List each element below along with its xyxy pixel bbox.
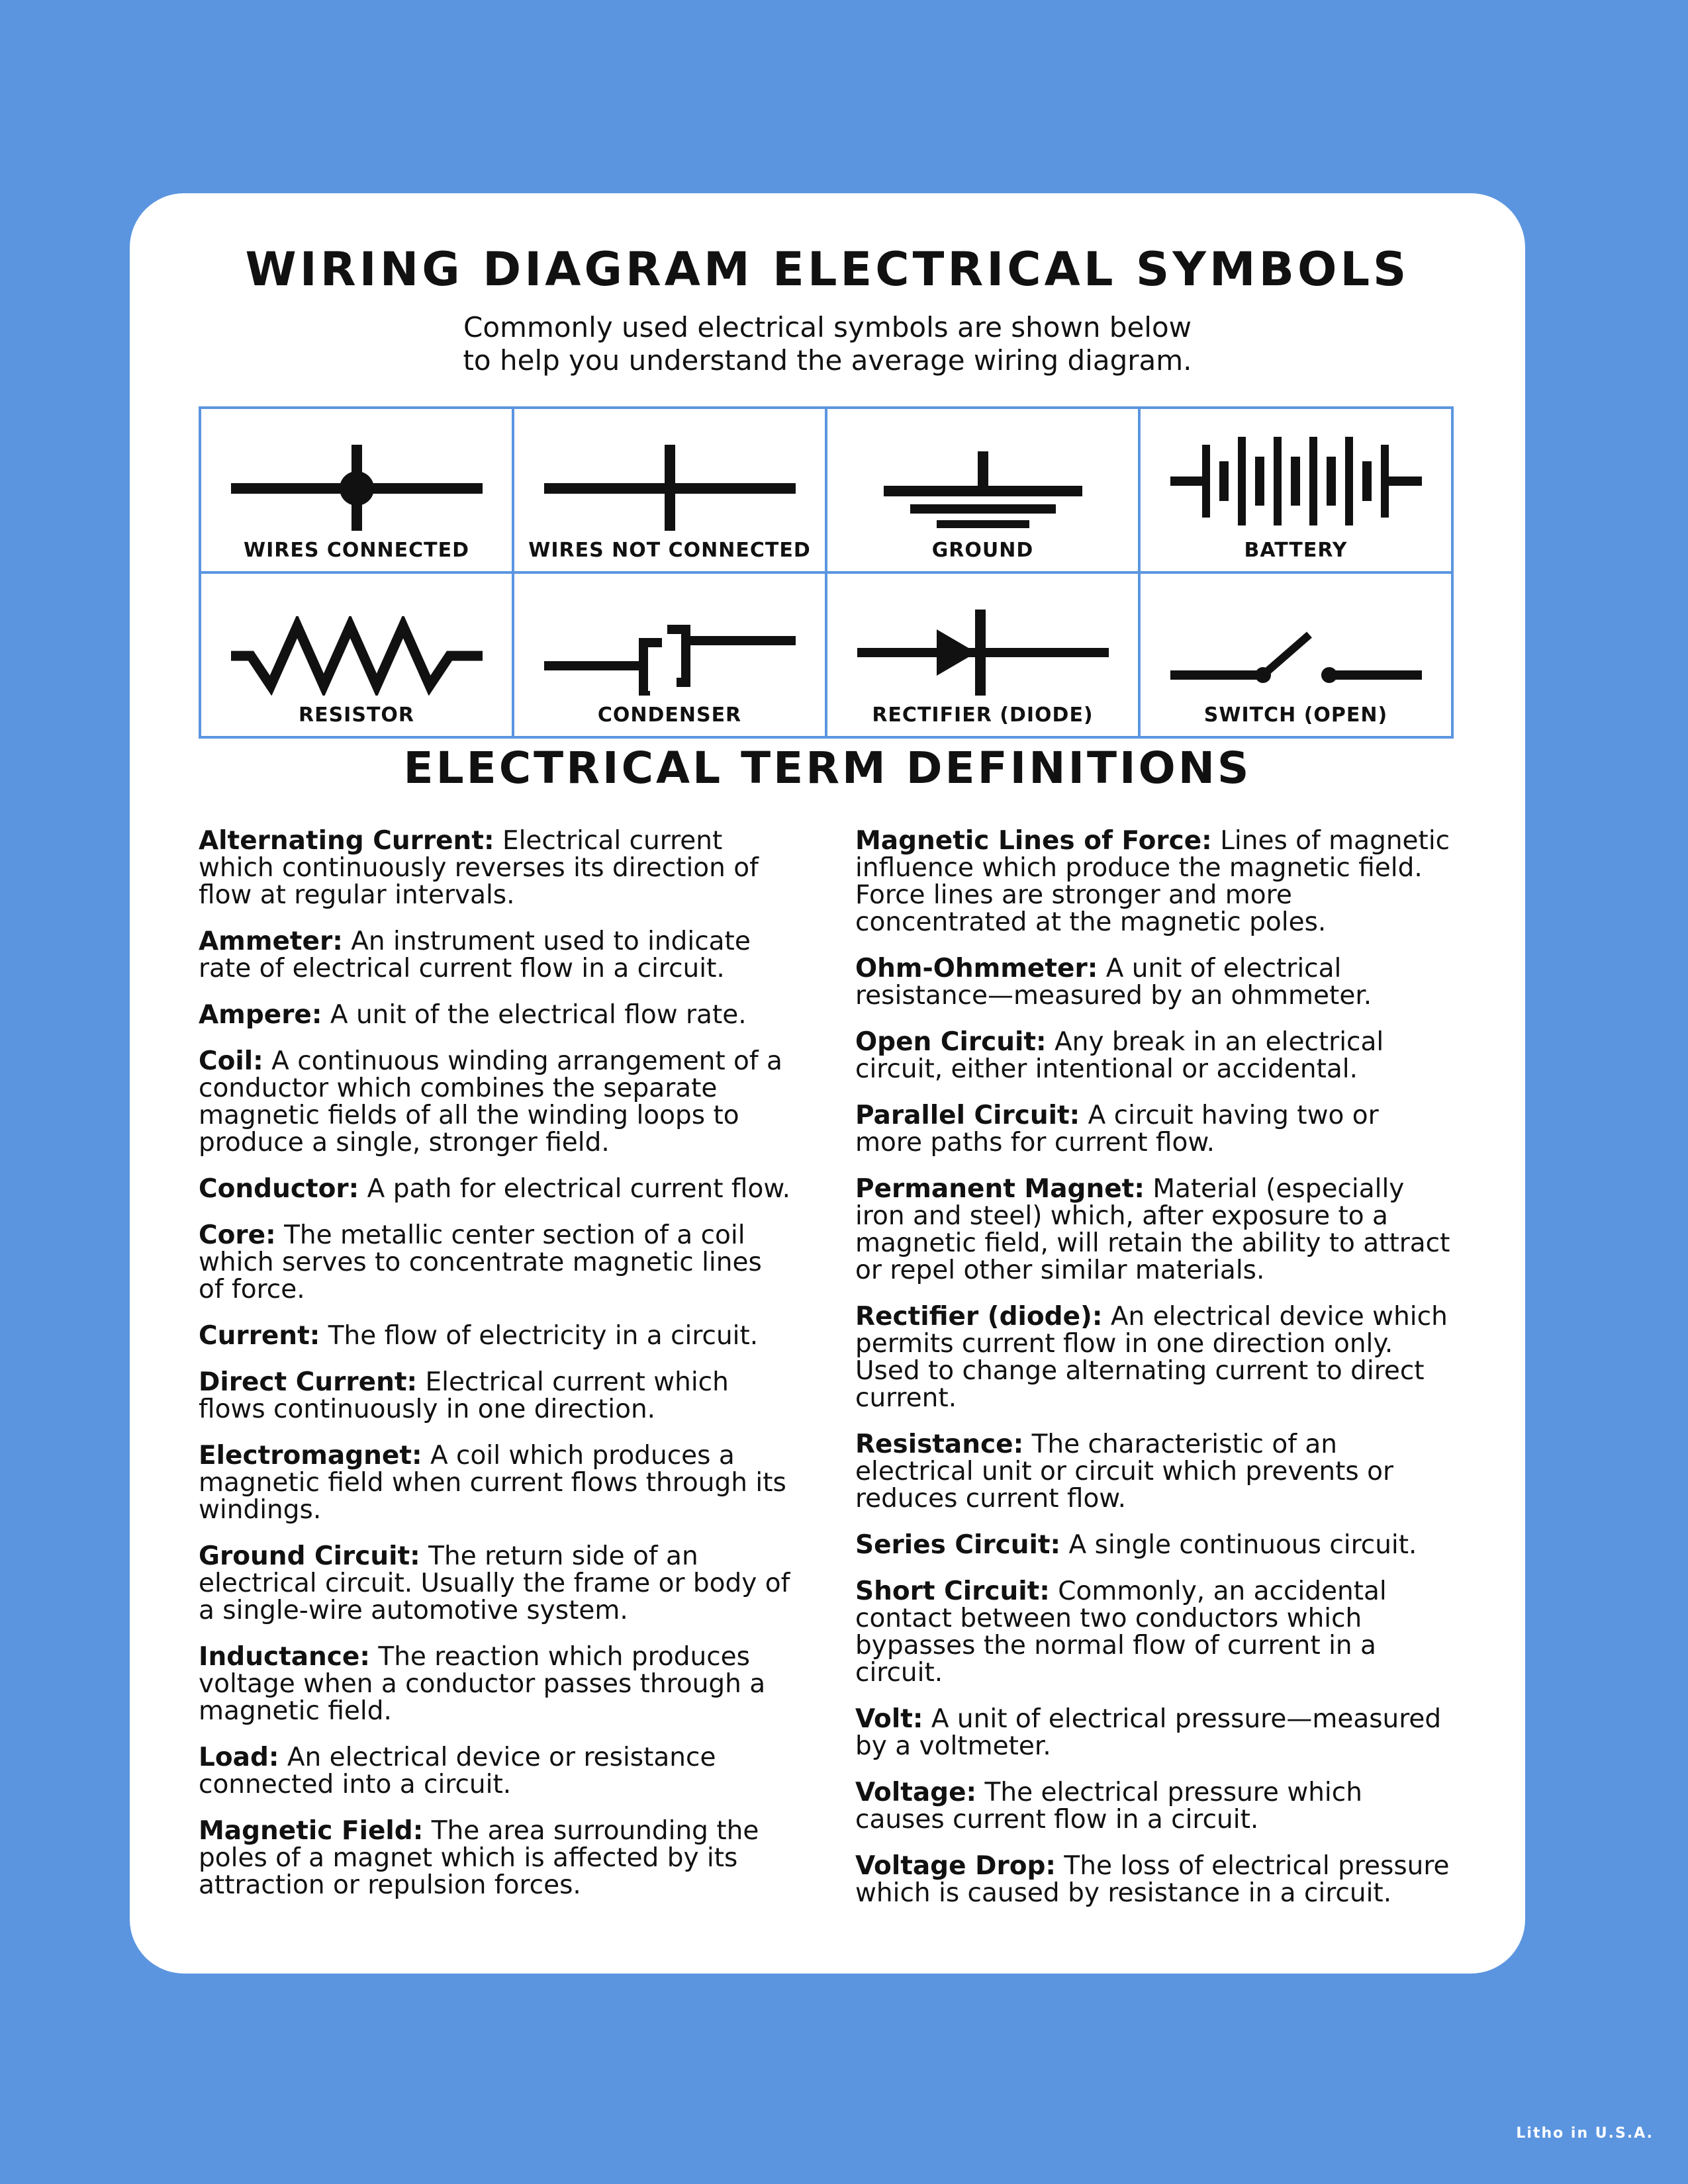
definition-text: The metallic center section of a coil which serves to concentrate magnetic lines of force. bbox=[199, 1220, 762, 1304]
definition-item bbox=[199, 1442, 794, 1524]
definition-term: Rectifier (diode): bbox=[855, 1302, 1103, 1332]
definition-item bbox=[199, 1048, 794, 1156]
definition-item bbox=[855, 1779, 1451, 1833]
symbol-label: RESISTOR bbox=[298, 704, 415, 727]
definition-text: The area surrounding the poles of a magnet which is affected by its attraction or repulsion forces. bbox=[199, 1816, 759, 1900]
symbol-cell bbox=[513, 572, 826, 737]
definition-term: Short Circuit: bbox=[855, 1576, 1050, 1606]
definition-item bbox=[199, 928, 794, 982]
definition-text: An electrical device which permits current flow in one direction only. Used to change alternating current to direct current. bbox=[855, 1302, 1448, 1413]
definition-item bbox=[199, 1643, 794, 1725]
definition-text: The flow of electricity in a circuit. bbox=[320, 1321, 759, 1351]
definition-term: Current: bbox=[199, 1321, 320, 1351]
definition-text: Material (especially iron and steel) which, after exposure to a magnetic field, will retain the ability to attract or repel other similar materials. bbox=[855, 1174, 1450, 1285]
definition-term: Voltage Drop: bbox=[855, 1851, 1056, 1881]
definition-item bbox=[199, 1744, 794, 1798]
symbol-label: WIRES CONNECTED bbox=[243, 539, 469, 562]
definition-text: The return side of an electrical circuit. Usually the frame or body of a single-wire automotive system. bbox=[199, 1541, 790, 1625]
definition-text: Lines of magnetic influence which produce the magnetic field. Force lines are stronger and more concentrated at the magnetic poles. bbox=[855, 826, 1450, 937]
definition-text: The reaction which produces voltage when a conductor passes through a magnetic field. bbox=[199, 1642, 766, 1726]
definition-text: The loss of electrical pressure which is caused by resistance in a circuit. bbox=[855, 1851, 1450, 1908]
definition-text: A circuit having two or more paths for current flow. bbox=[855, 1101, 1379, 1158]
definition-text: Electrical current which flows continuously in one direction. bbox=[199, 1367, 729, 1424]
definition-term: Volt: bbox=[855, 1704, 923, 1734]
definitions-heading: ELECTRICAL TERM DEFINITIONS bbox=[403, 743, 1252, 794]
wires-not-connected-icon bbox=[544, 445, 796, 531]
symbol-label: GROUND bbox=[931, 539, 1034, 562]
definition-text: An electrical device or resistance connected into a circuit. bbox=[199, 1743, 716, 1799]
definition-item bbox=[199, 1369, 794, 1423]
battery-icon bbox=[1170, 432, 1422, 531]
definition-term: Ground Circuit: bbox=[199, 1541, 420, 1571]
definition-term: Magnetic Field: bbox=[199, 1816, 424, 1846]
definition-term: Coil: bbox=[199, 1046, 263, 1076]
symbol-cell bbox=[1139, 572, 1452, 737]
wires-connected-icon bbox=[231, 445, 483, 531]
symbol-cell bbox=[826, 572, 1139, 737]
definition-term: Core: bbox=[199, 1220, 276, 1250]
resistor-icon bbox=[231, 616, 483, 696]
definition-term: Ammeter: bbox=[199, 927, 343, 956]
definition-item bbox=[855, 827, 1451, 936]
definition-item bbox=[855, 1431, 1451, 1512]
definition-term: Ohm-Ohmmeter: bbox=[855, 954, 1098, 983]
definition-text: A coil which produces a magnetic field when current flows through its windings. bbox=[199, 1441, 786, 1525]
symbol-label: SWITCH (OPEN) bbox=[1203, 704, 1388, 727]
definition-text: Electrical current which continuously reverses its direction of flow at regular intervals. bbox=[199, 826, 759, 910]
symbol-label: CONDENSER bbox=[597, 704, 742, 727]
definition-text: An instrument used to indicate rate of electrical current flow in a circuit. bbox=[199, 927, 751, 983]
definition-item bbox=[855, 955, 1451, 1009]
definition-item bbox=[855, 1102, 1451, 1156]
definition-term: Conductor: bbox=[199, 1174, 359, 1204]
definition-term: Magnetic Lines of Force: bbox=[855, 826, 1212, 856]
definition-item bbox=[199, 1175, 794, 1203]
symbol-label: RECTIFIER (DIODE) bbox=[872, 704, 1094, 727]
subtitle bbox=[130, 311, 1525, 377]
definition-term: Series Circuit: bbox=[855, 1530, 1061, 1560]
definition-term: Electromagnet: bbox=[199, 1441, 422, 1471]
definition-item bbox=[199, 1817, 794, 1899]
definition-term: Alternating Current: bbox=[199, 826, 494, 856]
symbol-label: BATTERY bbox=[1244, 539, 1348, 562]
definition-text: Commonly, an accidental contact between two conductors which bypasses the normal flow of current in a circuit. bbox=[855, 1576, 1387, 1688]
definition-item bbox=[855, 1028, 1451, 1083]
definition-term: Permanent Magnet: bbox=[855, 1174, 1145, 1204]
definition-text: A unit of electrical resistance—measured by an ohmmeter. bbox=[855, 954, 1372, 1011]
symbol-label: WIRES NOT CONNECTED bbox=[528, 539, 811, 562]
switch-open-icon bbox=[1170, 623, 1422, 696]
definition-item bbox=[855, 1706, 1451, 1760]
symbol-cell bbox=[513, 408, 826, 572]
definition-item bbox=[855, 1578, 1451, 1686]
condenser-icon bbox=[544, 616, 796, 696]
definition-text: A unit of electrical pressure—measured by a voltmeter. bbox=[855, 1704, 1442, 1761]
definition-item bbox=[199, 1543, 794, 1624]
symbol-cell bbox=[200, 408, 513, 572]
symbol-cell bbox=[826, 408, 1139, 572]
definition-term: Inductance: bbox=[199, 1642, 370, 1672]
definition-text: A single continuous circuit. bbox=[1060, 1530, 1417, 1560]
definition-text: A continuous winding arrangement of a conductor which combines the separate magnetic fields of all the winding loops to produce a single, stronger field. bbox=[199, 1046, 782, 1158]
symbol-table bbox=[199, 406, 1454, 739]
diode-icon bbox=[857, 610, 1109, 696]
definition-text: The characteristic of an electrical unit or circuit which prevents or reduces current flow. bbox=[855, 1430, 1394, 1514]
subtitle-line: to help you understand the average wiring diagram. bbox=[463, 344, 1192, 377]
definition-item bbox=[855, 1531, 1451, 1559]
definition-term: Open Circuit: bbox=[855, 1027, 1047, 1057]
definition-item bbox=[855, 1852, 1451, 1907]
subtitle-line: Commonly used electrical symbols are shown below bbox=[463, 311, 1192, 343]
content-card bbox=[130, 193, 1525, 1974]
definition-text: A path for electrical current flow. bbox=[359, 1174, 791, 1204]
definition-text: Any break in an electrical circuit, either intentional or accidental. bbox=[855, 1027, 1384, 1084]
definition-item bbox=[199, 827, 794, 909]
definition-term: Direct Current: bbox=[199, 1367, 418, 1397]
symbol-cell bbox=[1139, 408, 1452, 572]
definition-term: Parallel Circuit: bbox=[855, 1101, 1080, 1130]
definition-item bbox=[199, 1322, 794, 1349]
definition-item bbox=[199, 1222, 794, 1303]
definition-term: Resistance: bbox=[855, 1430, 1024, 1459]
right-definitions-column bbox=[855, 827, 1451, 1926]
definition-term: Voltage: bbox=[855, 1778, 977, 1807]
definition-term: Ampere: bbox=[199, 1000, 322, 1030]
definition-text: The electrical pressure which causes current flow in a circuit. bbox=[855, 1778, 1362, 1835]
ground-icon bbox=[884, 445, 1082, 531]
definition-item bbox=[855, 1303, 1451, 1412]
definition-item bbox=[199, 1001, 794, 1028]
page-title: WIRING DIAGRAM ELECTRICAL SYMBOLS bbox=[245, 242, 1410, 296]
footer-printing-note: Litho in U.S.A. bbox=[1516, 2125, 1654, 2142]
definition-text: A unit of the electrical flow rate. bbox=[322, 1000, 747, 1030]
left-definitions-column bbox=[199, 827, 794, 1918]
definition-item bbox=[855, 1175, 1451, 1284]
definition-term: Load: bbox=[199, 1743, 279, 1772]
symbol-cell bbox=[200, 572, 513, 737]
